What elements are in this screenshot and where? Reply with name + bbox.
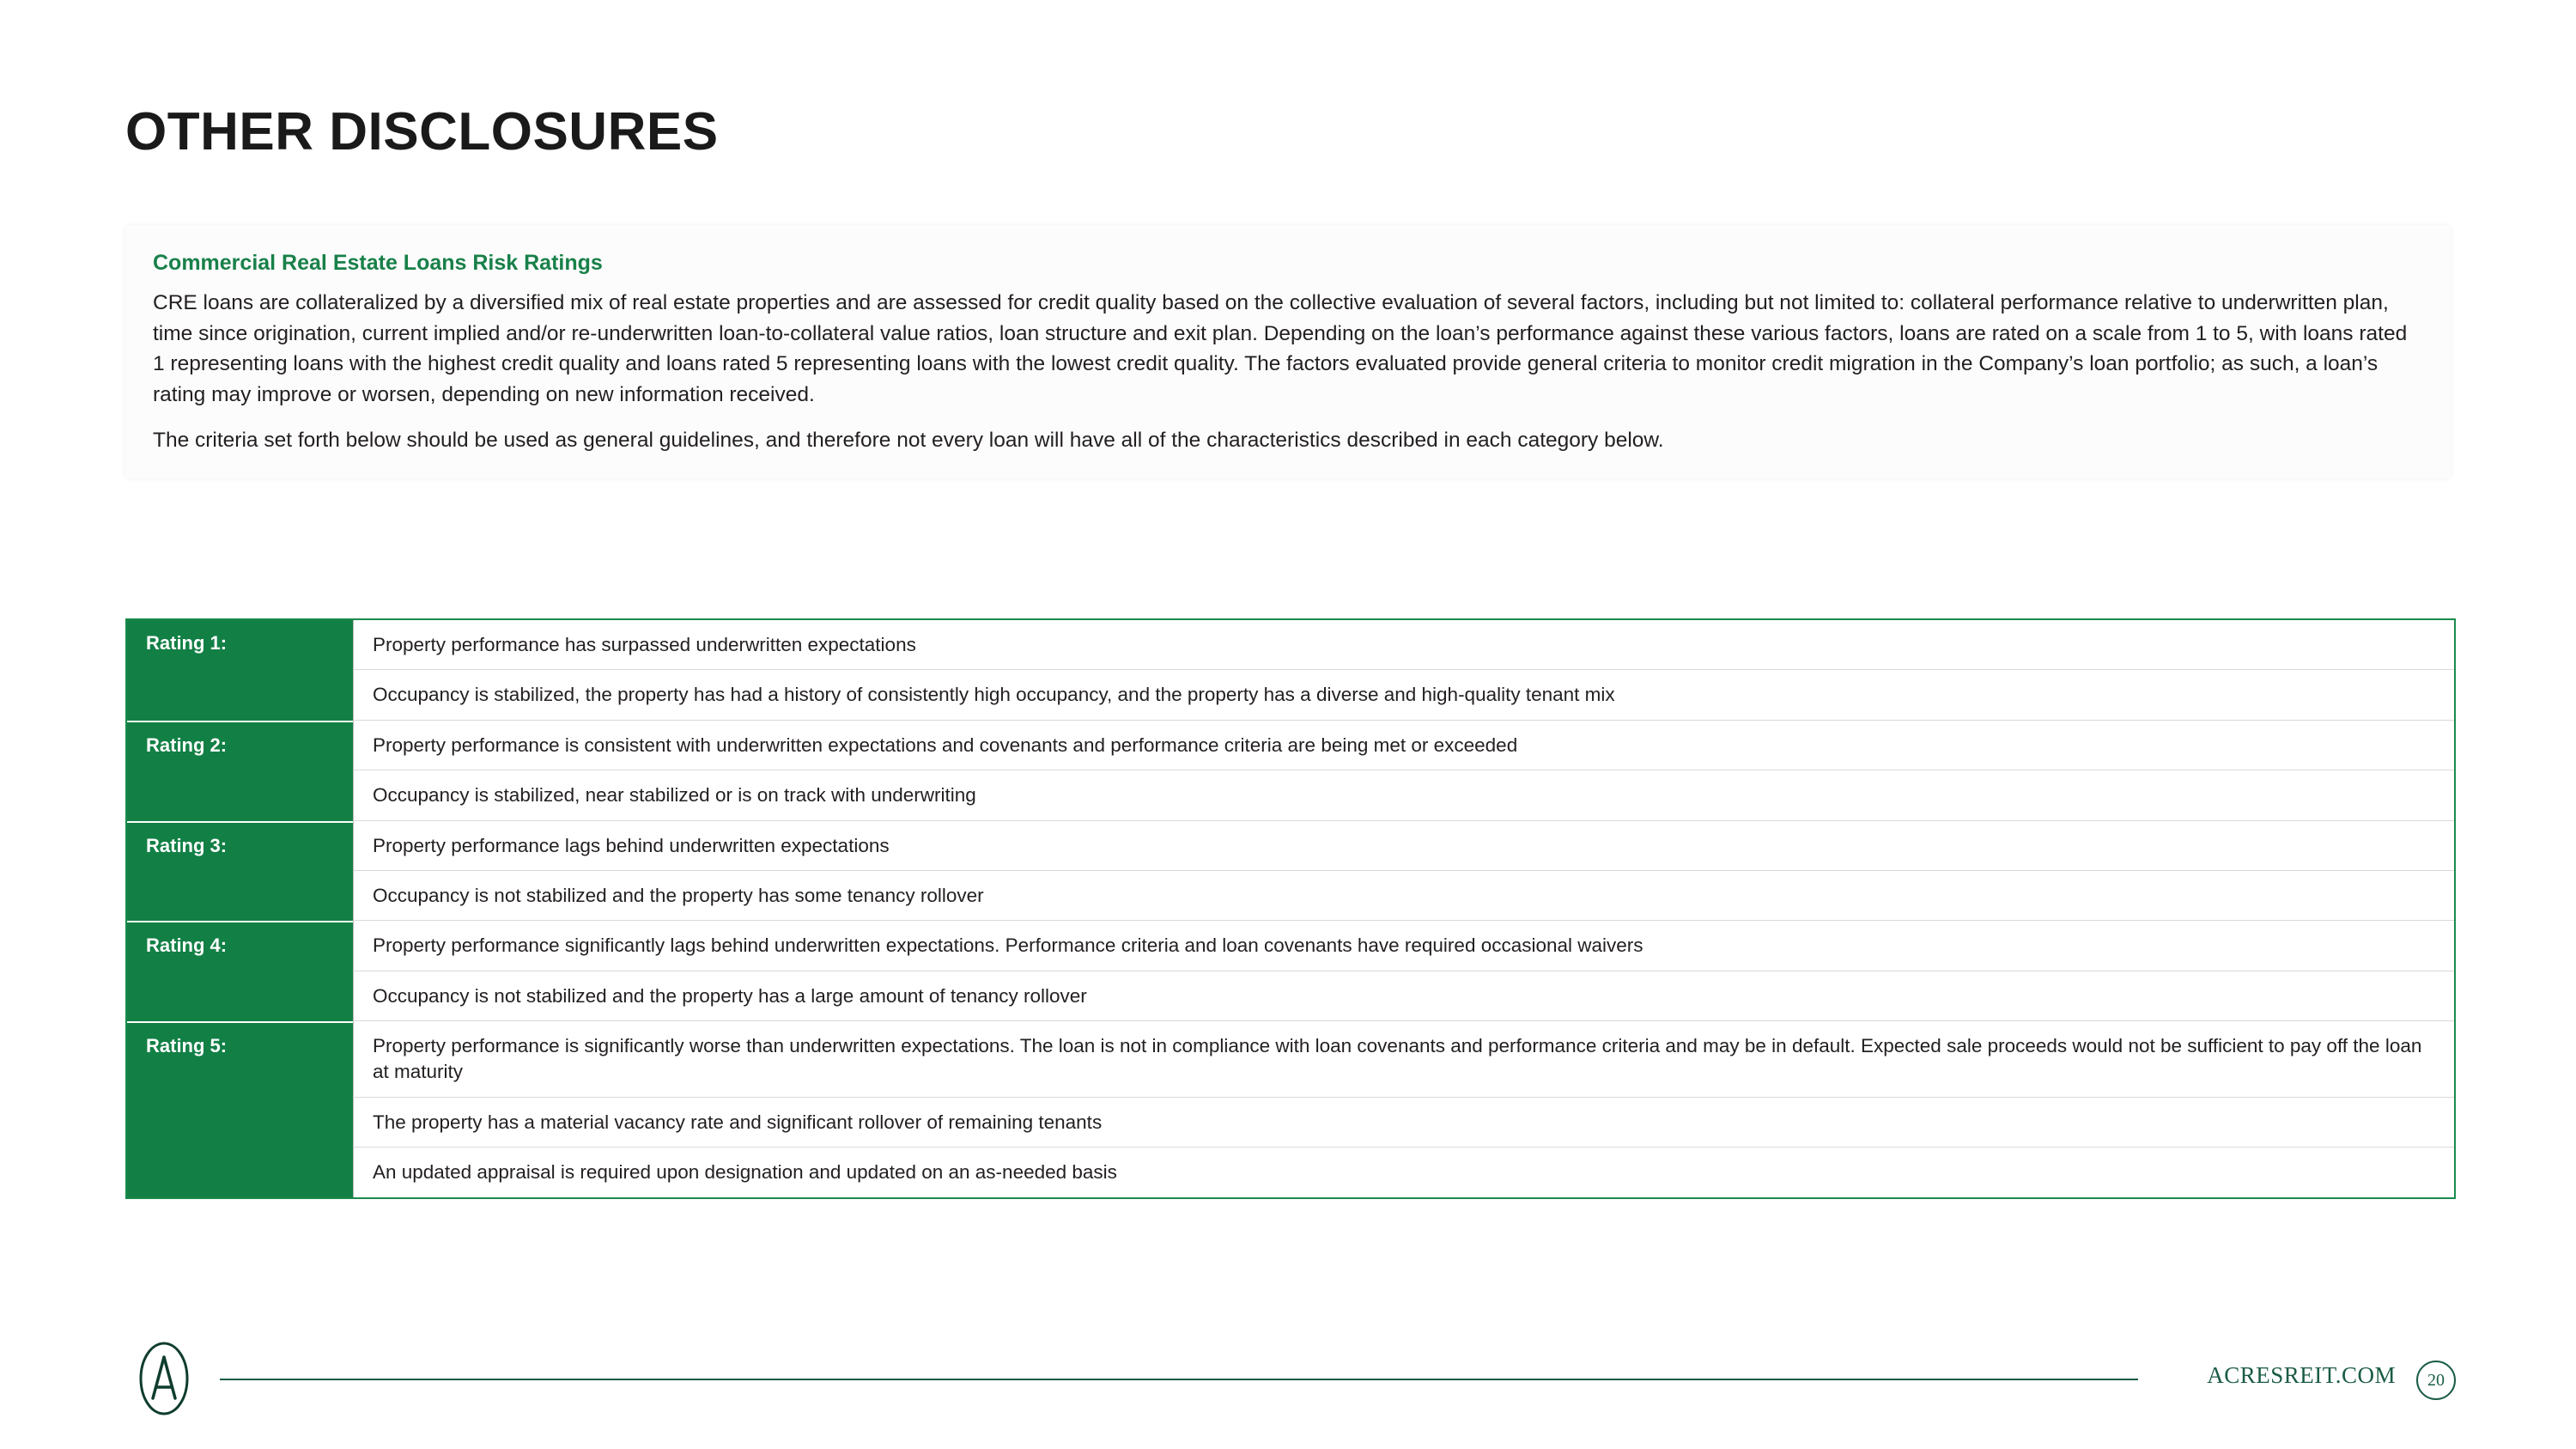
list-item: Occupancy is not stabilized and the property has some tenancy rollover bbox=[353, 871, 2454, 921]
footer-url: ACRESREIT.COM bbox=[2207, 1362, 2396, 1388]
rating-criteria-list bbox=[353, 721, 2454, 821]
list-item: Occupancy is stabilized, near stabilized or is on track with underwriting bbox=[353, 770, 2454, 820]
list-item: Property performance has surpassed underwritten expectations bbox=[353, 620, 2454, 670]
rating-criteria-list bbox=[353, 1021, 2454, 1197]
page-number-badge: 20 bbox=[2416, 1361, 2456, 1400]
intro-paragraph: The criteria set forth below should be used as general guidelines, and therefore not every loan will have all of the characteristics described in each category below. bbox=[153, 429, 1664, 453]
rating-criteria-list bbox=[353, 921, 2454, 1021]
table-row bbox=[127, 721, 2454, 821]
list-item: Property performance significantly lags behind underwritten expectations. Performance criteria and loan covenants have required occasional waivers bbox=[353, 921, 2454, 971]
rating-criteria-list bbox=[353, 620, 2454, 721]
list-item: Property performance is significantly worse than underwritten expectations. The loan is not in compliance with loan covenants and performance criteria and may be in default. Expected sale proceeds would not be sufficient to pay off the loan at maturity bbox=[353, 1021, 2454, 1098]
intro-card bbox=[125, 225, 2451, 478]
intro-paragraph: CRE loans are collateralized by a diversified mix of real estate properties and are assessed for credit quality based on the collective evaluation of several factors, including but not limited to: collateral performance relative to underwritten plan, time since origination, current implied and/or re-underwritten loan-to-collateral value ratios, loan structure and exit plan. Depending on the loan’s performance against these various factors, loans are rated on a scale from 1 to 5, with loans rated 1 representing loans with the highest credit quality and loans rated 5 representing loans with the lowest credit quality. The factors evaluated provide general criteria to monitor credit migration in the Company’s loan portfolio; as such, a loan’s rating may improve or worsen, depending on new information received. bbox=[153, 291, 2408, 406]
footer bbox=[125, 1340, 2456, 1417]
rating-label: Rating 4: bbox=[127, 921, 353, 1021]
footer-divider bbox=[220, 1379, 2138, 1380]
rating-criteria-list bbox=[353, 821, 2454, 922]
table-row bbox=[127, 1021, 2454, 1197]
intro-heading: Commercial Real Estate Loans Risk Ratings bbox=[153, 251, 603, 275]
rating-label: Rating 3: bbox=[127, 821, 353, 922]
list-item: Property performance lags behind underwritten expectations bbox=[353, 821, 2454, 871]
rating-label: Rating 5: bbox=[127, 1021, 353, 1197]
rating-criteria-table bbox=[125, 618, 2456, 1199]
table-row bbox=[127, 921, 2454, 1021]
rating-label: Rating 2: bbox=[127, 721, 353, 821]
table-row bbox=[127, 821, 2454, 922]
list-item: An updated appraisal is required upon designation and updated on an as-needed basis bbox=[353, 1148, 2454, 1196]
list-item: Occupancy is not stabilized and the property has a large amount of tenancy rollover bbox=[353, 971, 2454, 1021]
acres-a-logo-icon bbox=[125, 1340, 203, 1417]
list-item: The property has a material vacancy rate and significant rollover of remaining tenants bbox=[353, 1098, 2454, 1148]
table-row bbox=[127, 620, 2454, 721]
list-item: Occupancy is stabilized, the property has had a history of consistently high occupancy, and the property has a diverse and high-quality tenant mix bbox=[353, 670, 2454, 720]
list-item: Property performance is consistent with underwritten expectations and covenants and performance criteria are being met or exceeded bbox=[353, 721, 2454, 770]
rating-label: Rating 1: bbox=[127, 620, 353, 721]
page-title: OTHER DISCLOSURES bbox=[125, 102, 719, 161]
